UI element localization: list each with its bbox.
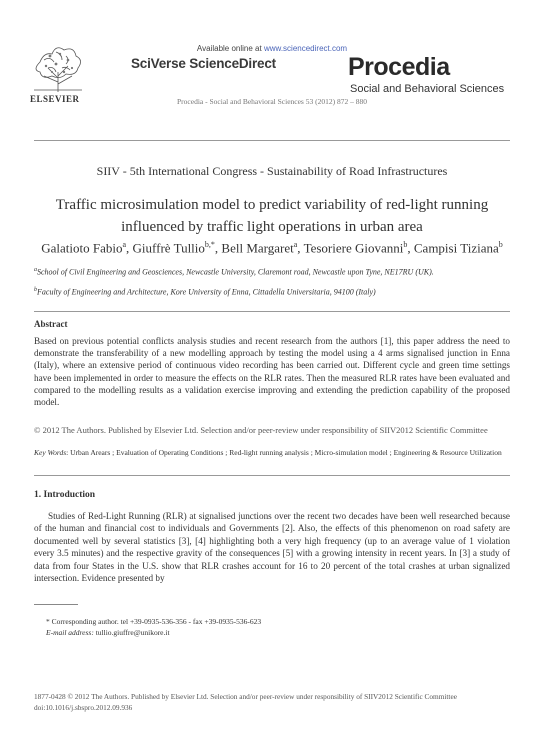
email-address[interactable]: tullio.giuffre@unikore.it [93, 628, 170, 637]
author-separator: , [297, 240, 304, 256]
conference-name: SIIV - 5th International Congress - Sustainability of Road Infrastructures [96, 164, 448, 178]
author-affiliation-mark: a [122, 240, 127, 249]
sciverse-logo-text: SciVerse ScienceDirect [131, 56, 276, 71]
paper-title-line1: Traffic microsimulation model to predict variability of red-light running [55, 197, 489, 213]
paper-title-line2: influenced by traffic light operations in urban area [121, 219, 423, 235]
email-footnote [46, 628, 170, 637]
affiliation-a [34, 267, 510, 277]
author-list [0, 240, 544, 256]
author-affiliation-mark: b,* [204, 240, 215, 249]
affiliation-b [34, 287, 510, 297]
author-separator: , [214, 240, 222, 256]
keywords-bottom-rule [34, 475, 510, 476]
keywords-label: Key Words [34, 448, 67, 457]
procedia-logo: Procedia [348, 53, 450, 81]
procedia-subtitle: Social and Behavioral Sciences [350, 83, 505, 95]
author-affiliation-mark: a [293, 240, 298, 249]
footnote-rule [34, 604, 78, 605]
corresponding-author-footnote: * Corresponding author. tel +39-0935-536-356 - fax +39-0935-536-623 [46, 617, 262, 626]
abstract-heading: Abstract [34, 319, 68, 329]
copyright-notice: © 2012 The Authors. Published by Elsevier Ltd. Selection and/or peer-review under responsibility of SIIV2012 Scientific Committee [34, 425, 488, 435]
journal-citation: Procedia - Social and Behavioral Sciences 53 (2012) 872 – 880 [177, 97, 367, 106]
header-rule [34, 140, 510, 141]
affiliation-mark: b [34, 287, 37, 293]
keywords-text: : Urban Arears ; Evaluation of Operating Conditions ; Red-light running analysis ; Micro-simulation model ; Engineering & Resource Utilization [66, 448, 502, 457]
introduction-body: Studies of Red-Light Running (RLR) at signalised junctions over the recent two decades have been well researched because of the human and financial cost to individuals and Governments [2]. Also, the effects of this phenomenon on road safety are documented well by several statistics [3], [4] highlighting both a very high frequency (up to an average value of 1 violation every 3.5 minutes) and the respective gravity of the consequences [5] with a growing intensity in recent years. In [3] a study of data from four States in the U.S. show that RLR crashes account for 16 to 20 percent of the total crashes at urban signalized intersection. Evidence presented by [34, 511, 510, 584]
keywords [34, 448, 510, 458]
author-separator: , [407, 240, 414, 256]
sciencedirect-link[interactable]: www.sciencedirect.com [263, 44, 348, 53]
abstract-body: Based on previous potential conflicts analysis studies and recent research from the authors [1], this paper address the need to demonstrate the transferability of a new modelling approach by testing the model using a 4 arms signalised junction in Enna (Italy), where an extensive period of continuous video recording has been carried out. Different cycle and green time settings have been implemented in order to measure the effects on the RLR rates. Then the measured RLR rates have been evaluated and compared to the modelling results as a validation exercise improving and extending the prediction capability of the proposed model. [34, 336, 510, 408]
elsevier-wordmark: ELSEVIER [30, 94, 80, 104]
affiliation-text: Faculty of Engineering and Architecture, Kore University of Enna, Cittadella Universitaria, 94100 (Italy) [37, 287, 376, 297]
footer-issn: 1877-0428 © 2012 The Authors. Published by Elsevier Ltd. Selection and/or peer-review under responsibility of SIIV2012 Scientific Committee [34, 692, 457, 701]
author-affiliation-mark: b [498, 240, 503, 249]
availability-prefix: Available online at [196, 44, 264, 53]
availability-line [0, 44, 544, 53]
abstract-top-rule [34, 311, 510, 312]
paper-title [40, 194, 504, 238]
affiliation-mark: a [34, 267, 37, 273]
author-name: Campisi Tiziana [413, 240, 499, 256]
author-name: Bell Margaret [221, 240, 294, 256]
author-name: Galatioto Fabio [41, 240, 123, 256]
author-name: Tesoriere Giovanni [303, 240, 404, 256]
section-heading: 1. Introduction [34, 490, 96, 500]
author-separator: , [126, 240, 133, 256]
author-affiliation-mark: b [403, 240, 408, 249]
footer-doi[interactable]: doi:10.1016/j.sbspro.2012.09.936 [34, 703, 133, 712]
affiliation-text: School of Civil Engineering and Geosciences, Newcastle University, Claremont road, Newcastle upon Tyne, NE17RU (UK). [37, 267, 434, 277]
email-label: E-mail address: [46, 628, 94, 637]
author-name: Giuffrè Tullio [132, 240, 205, 256]
